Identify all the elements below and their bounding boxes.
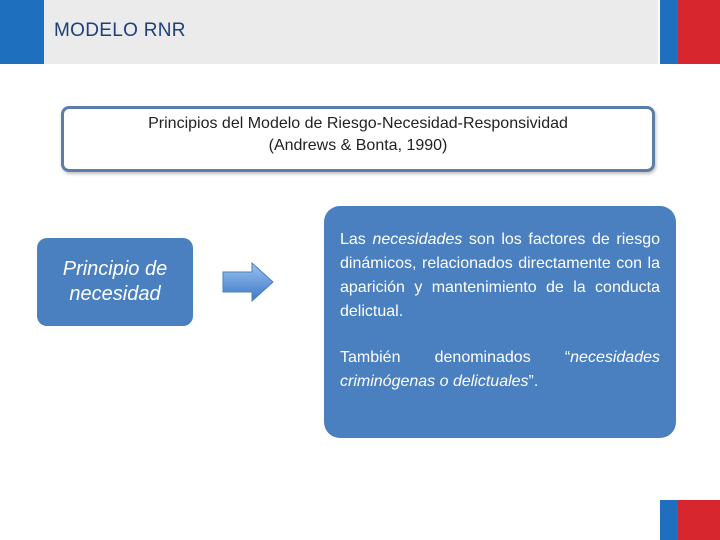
principles-title: Principios del Modelo de Riesgo-Necesidad-Responsividad [148,115,568,132]
header-left-bar [0,0,44,64]
description-paragraph-1: Las necesidades son los factores de riesgo dinámicos, relacionados directamente con la aparición y mantenimiento de la conducta delictual. [340,231,660,320]
description-box [324,206,676,438]
right-arrow-icon [222,262,274,302]
description-paragraph-2: También denominados “necesidades criminógenas o delictuales”. [340,349,660,390]
principle-label-line1: Principio de [62,258,168,280]
slide-title: MODELO RNR [54,20,186,41]
flag-stripe-bottom [660,500,720,540]
principles-box [61,106,655,172]
principle-box [37,238,193,326]
flag-stripe-top [660,0,720,64]
principle-label-line2: necesidad [69,283,161,305]
principles-citation: (Andrews & Bonta, 1990) [268,137,448,154]
